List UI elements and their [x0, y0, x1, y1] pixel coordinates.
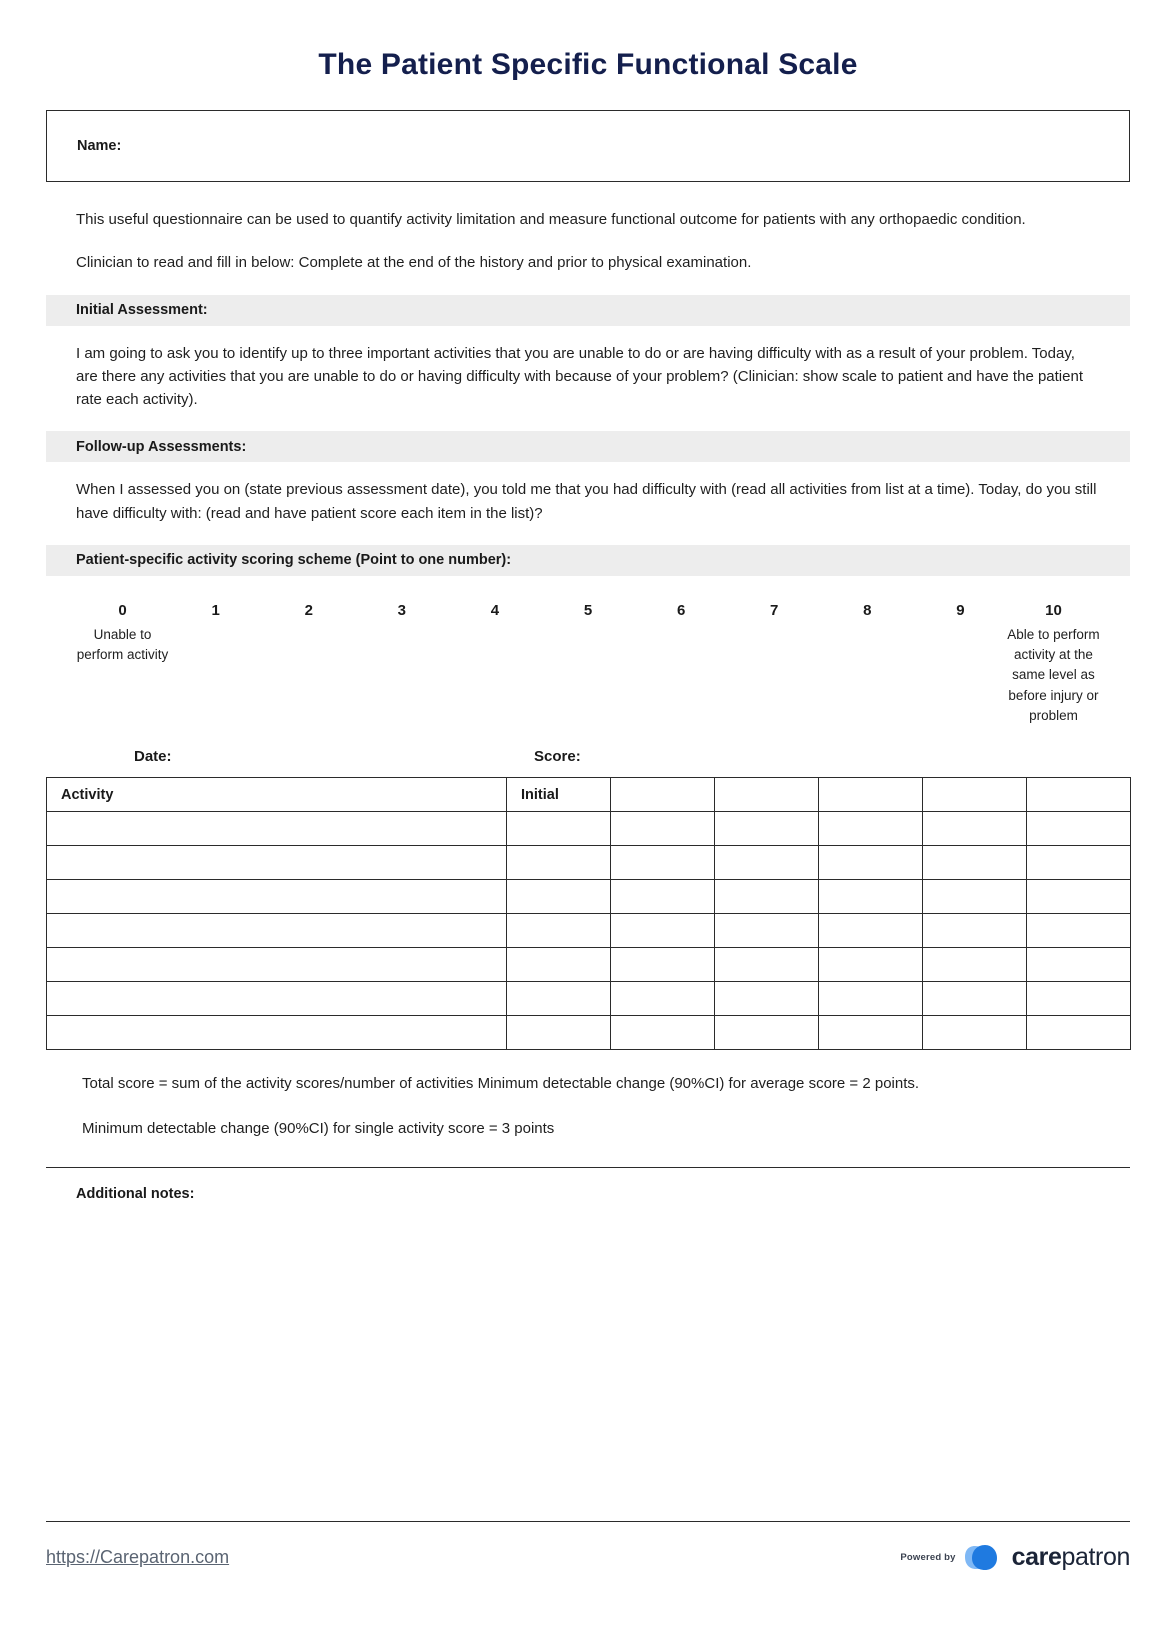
powered-by-label: Powered by — [900, 1551, 956, 1563]
cell-initial[interactable] — [507, 880, 611, 914]
cell-col-3[interactable] — [611, 1016, 715, 1050]
brand-name-suffix: patron — [1061, 1542, 1130, 1571]
cell-col-7[interactable] — [1027, 846, 1131, 880]
divider-above-notes — [46, 1167, 1130, 1168]
brand-name — [1012, 1543, 1130, 1572]
cell-col-7[interactable] — [1027, 1016, 1131, 1050]
cell-col-6[interactable] — [923, 948, 1027, 982]
table-header-col-3 — [611, 778, 715, 812]
page-title: The Patient Specific Functional Scale — [318, 48, 858, 81]
table-header-col-6 — [923, 778, 1027, 812]
date-score-row — [46, 748, 1130, 765]
scale-number-4[interactable]: 4 — [490, 601, 500, 619]
cell-col-6[interactable] — [923, 1016, 1027, 1050]
scale-number-6[interactable]: 6 — [676, 601, 686, 619]
cell-col-7[interactable] — [1027, 914, 1131, 948]
scale-number-3[interactable]: 3 — [397, 601, 406, 619]
cell-col-5[interactable] — [819, 982, 923, 1016]
cell-initial[interactable] — [507, 846, 611, 880]
section-heading-follow-up: Follow-up Assessments: — [46, 431, 1130, 462]
scale-number-7[interactable]: 7 — [770, 601, 779, 619]
cell-col-6[interactable] — [923, 914, 1027, 948]
table-header-initial: Initial — [507, 778, 611, 812]
cell-col-4[interactable] — [715, 948, 819, 982]
scale-number-5[interactable]: 5 — [583, 601, 593, 619]
scale-number-0[interactable]: 0 — [118, 601, 127, 619]
table-header-col-7 — [1027, 778, 1131, 812]
cell-initial[interactable] — [507, 1016, 611, 1050]
follow-up-body: When I assessed you on (state previous assessment date), you told me that you had difficulty with (read all activities from list at a time). Today, do you still have difficulty with: (read and have patient score each item in the list)? — [76, 481, 1097, 522]
brand-name-prefix: care — [1011, 1542, 1062, 1571]
table-row[interactable] — [47, 982, 1131, 1016]
cell-activity[interactable] — [47, 982, 507, 1016]
cell-activity[interactable] — [47, 880, 507, 914]
cell-initial[interactable] — [507, 948, 611, 982]
table-row[interactable] — [47, 846, 1131, 880]
name-label: Name: — [77, 138, 122, 154]
cell-col-4[interactable] — [715, 846, 819, 880]
page-footer — [46, 1521, 1130, 1572]
table-header-col-4 — [715, 778, 819, 812]
activity-table — [46, 777, 1131, 1050]
initial-assessment-body: I am going to ask you to identify up to three important activities that you are unable to do or are having difficulty with as a result of your problem. Today, are there any activities that you are unable to do or having difficulty with because of your problem? (Clinician: show scale to patient and have the patient rate each activity). — [76, 344, 1083, 408]
footnote-single-activity: Minimum detectable change (90%CI) for single activity score = 3 points — [82, 1120, 555, 1138]
name-field-box[interactable] — [46, 110, 1130, 182]
scale-number-8[interactable]: 8 — [863, 601, 872, 619]
cell-col-7[interactable] — [1027, 812, 1131, 846]
table-row[interactable] — [47, 812, 1131, 846]
cell-col-4[interactable] — [715, 880, 819, 914]
table-row[interactable] — [47, 914, 1131, 948]
cell-initial[interactable] — [507, 914, 611, 948]
cell-activity[interactable] — [47, 846, 507, 880]
score-label: Score: — [534, 748, 581, 765]
table-header-col-5 — [819, 778, 923, 812]
intro-paragraph-2: Clinician to read and fill in below: Complete at the end of the history and prior to physical examination. — [76, 254, 752, 272]
cell-col-7[interactable] — [1027, 982, 1131, 1016]
scale-number-1[interactable]: 1 — [211, 601, 220, 619]
cell-col-3[interactable] — [611, 948, 715, 982]
cell-activity[interactable] — [47, 914, 507, 948]
cell-col-3[interactable] — [611, 880, 715, 914]
cell-col-5[interactable] — [819, 880, 923, 914]
footer-url-link[interactable]: https://Carepatron.com — [46, 1546, 230, 1567]
cell-activity[interactable] — [47, 812, 507, 846]
brand-lockup — [900, 1542, 1130, 1572]
scale-number-2[interactable]: 2 — [304, 601, 313, 619]
scoring-scale — [46, 602, 1130, 726]
cell-col-3[interactable] — [611, 812, 715, 846]
cell-col-3[interactable] — [611, 846, 715, 880]
cell-col-6[interactable] — [923, 880, 1027, 914]
table-header-activity: Activity — [47, 778, 507, 812]
footer-divider — [46, 1521, 1130, 1522]
footnote-total-score: Total score = sum of the activity scores/number of activities Minimum detectable change (90%CI) for average score = 2 points. — [82, 1075, 920, 1092]
table-row[interactable] — [47, 880, 1131, 914]
cell-col-6[interactable] — [923, 846, 1027, 880]
cell-col-5[interactable] — [819, 1016, 923, 1050]
cell-col-5[interactable] — [819, 914, 923, 948]
additional-notes-label: Additional notes: — [76, 1185, 195, 1202]
intro-paragraph-1: This useful questionnaire can be used to quantify activity limitation and measure functional outcome for patients with any orthopaedic condition. — [76, 211, 1026, 228]
cell-col-5[interactable] — [819, 948, 923, 982]
table-header-row — [47, 778, 1131, 812]
cell-col-7[interactable] — [1027, 948, 1131, 982]
scale-caption-spacer — [169, 625, 1007, 726]
cell-activity[interactable] — [47, 948, 507, 982]
scale-caption-left: Unable to perform activity — [76, 626, 169, 662]
cell-col-6[interactable] — [923, 982, 1027, 1016]
cell-col-4[interactable] — [715, 1016, 819, 1050]
cell-col-4[interactable] — [715, 812, 819, 846]
table-body — [47, 812, 1131, 1050]
scale-number-10[interactable]: 10 — [1045, 601, 1062, 619]
date-label: Date: — [134, 748, 172, 765]
cell-col-4[interactable] — [715, 982, 819, 1016]
cell-col-7[interactable] — [1027, 880, 1131, 914]
cell-initial[interactable] — [507, 812, 611, 846]
carepatron-logo-icon — [965, 1542, 1003, 1572]
activity-table-wrap — [46, 777, 1130, 1050]
section-heading-scoring-scheme: Patient-specific activity scoring scheme (Point to one number): — [46, 545, 1130, 576]
scale-caption-row — [76, 625, 1100, 726]
scale-caption-right: Able to perform activity at the same level as before injury or problem — [1007, 626, 1100, 723]
section-heading-initial-assessment: Initial Assessment: — [46, 295, 1130, 326]
table-row[interactable] — [47, 1016, 1131, 1050]
cell-activity[interactable] — [47, 1016, 507, 1050]
cell-col-5[interactable] — [819, 812, 923, 846]
scale-number-9[interactable]: 9 — [956, 601, 965, 619]
table-row[interactable] — [47, 948, 1131, 982]
cell-col-3[interactable] — [611, 914, 715, 948]
cell-col-6[interactable] — [923, 812, 1027, 846]
cell-col-5[interactable] — [819, 846, 923, 880]
scale-number-row — [76, 602, 1100, 619]
cell-initial[interactable] — [507, 982, 611, 1016]
cell-col-3[interactable] — [611, 982, 715, 1016]
cell-col-4[interactable] — [715, 914, 819, 948]
